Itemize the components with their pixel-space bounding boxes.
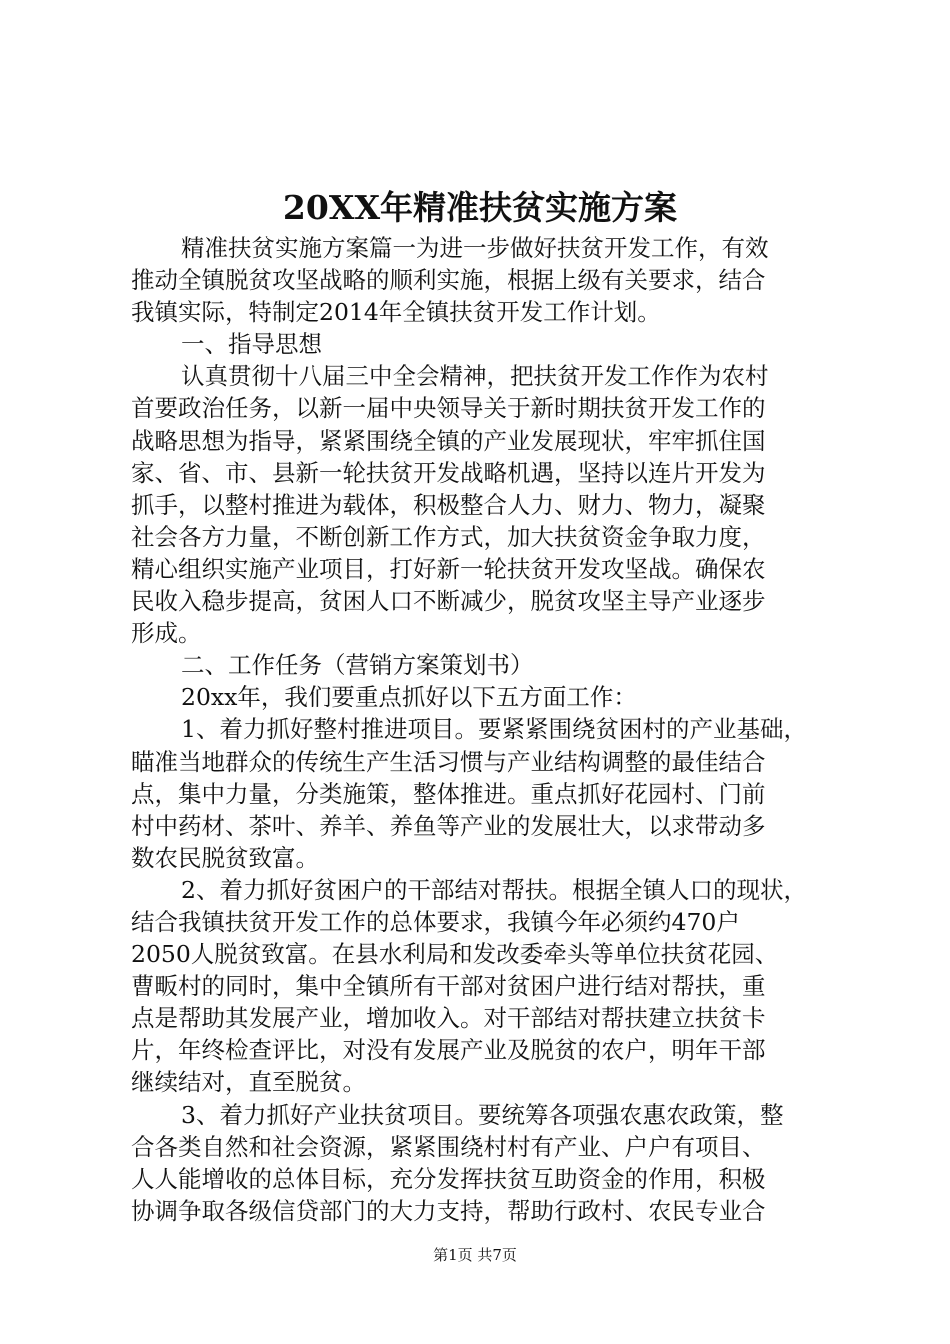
paragraph-line: 村中药材、茶叶、养羊、养鱼等产业的发展壮大，以求带动多 [131, 811, 766, 840]
paragraph-line: 点是帮助其发展产业，增加收入。对干部结对帮扶建立扶贫卡 [131, 1004, 766, 1033]
paragraph-line: 推动全镇脱贫攻坚战略的顺利实施，根据上级有关要求，结合 [131, 266, 766, 295]
paragraph-line: 2050人脱贫致富。在县水利局和发改委牵头等单位扶贫花园、 [131, 940, 779, 969]
paragraph-line: 曹畈村的同时，集中全镇所有干部对贫困户进行结对帮扶，重 [131, 972, 766, 1001]
paragraph-line: 家、省、市、县新一轮扶贫开发战略机遇，坚持以连片开发为 [131, 458, 766, 487]
page-footer: 第1页 共7页 [433, 1246, 517, 1264]
paragraph-line: 20xx年，我们要重点抓好以下五方面工作： [181, 683, 637, 712]
paragraph-line: 数农民脱贫致富。 [131, 843, 319, 872]
paragraph-line: 认真贯彻十八届三中全会精神，把扶贫开发工作作为农村 [181, 362, 769, 391]
paragraph-line: 社会各方力量，不断创新工作方式，加大扶贫资金争取力度， [131, 522, 766, 551]
paragraph-line: 2、着力抓好贫困户的干部结对帮扶。根据全镇人口的现状， [181, 875, 807, 904]
paragraph-line: 精心组织实施产业项目，打好新一轮扶贫开发攻坚战。确保农 [131, 554, 766, 583]
paragraph-line: 3、着力抓好产业扶贫项目。要统筹各项强农惠农政策，整 [181, 1100, 784, 1129]
paragraph-line: 协调争取各级信贷部门的大力支持，帮助行政村、农民专业合 [131, 1196, 766, 1225]
document-body [131, 232, 831, 1227]
section-heading: 二、工作任务（营销方案策划书） [181, 651, 534, 680]
paragraph-line: 结合我镇扶贫开发工作的总体要求，我镇今年必须约470户 [131, 907, 740, 936]
paragraph-line: 合各类自然和社会资源，紧紧围绕村村有产业、户户有项目、 [131, 1132, 766, 1161]
paragraph-line: 1、着力抓好整村推进项目。要紧紧围绕贫困村的产业基础， [181, 715, 807, 744]
document-title: 20XX年精准扶贫实施方案 [282, 188, 678, 227]
paragraph-line: 首要政治任务，以新一届中央领导关于新时期扶贫开发工作的 [131, 394, 766, 423]
paragraph-line: 我镇实际，特制定2014年全镇扶贫开发工作计划。 [131, 298, 661, 327]
paragraph-line: 人人能增收的总体目标，充分发挥扶贫互助资金的作用，积极 [131, 1164, 766, 1193]
paragraph-line: 形成。 [131, 619, 202, 648]
paragraph-line: 战略思想为指导，紧紧围绕全镇的产业发展现状，牢牢抓住国 [131, 426, 766, 455]
paragraph-line: 瞄准当地群众的传统生产生活习惯与产业结构调整的最佳结合 [131, 747, 766, 776]
paragraph-line: 片，年终检查评比，对没有发展产业及脱贫的农户，明年干部 [131, 1036, 766, 1065]
paragraph-line: 精准扶贫实施方案篇一为进一步做好扶贫开发工作，有效 [181, 234, 769, 262]
paragraph-line: 点，集中力量，分类施策，整体推进。重点抓好花园村、门前 [131, 779, 766, 808]
paragraph-line: 抓手，以整村推进为载体，积极整合人力、财力、物力，凝聚 [131, 490, 766, 519]
paragraph-line: 继续结对，直至脱贫。 [131, 1068, 366, 1097]
section-heading: 一、指导思想 [181, 330, 322, 359]
paragraph-line: 民收入稳步提高，贫困人口不断减少，脱贫攻坚主导产业逐步 [131, 587, 766, 616]
